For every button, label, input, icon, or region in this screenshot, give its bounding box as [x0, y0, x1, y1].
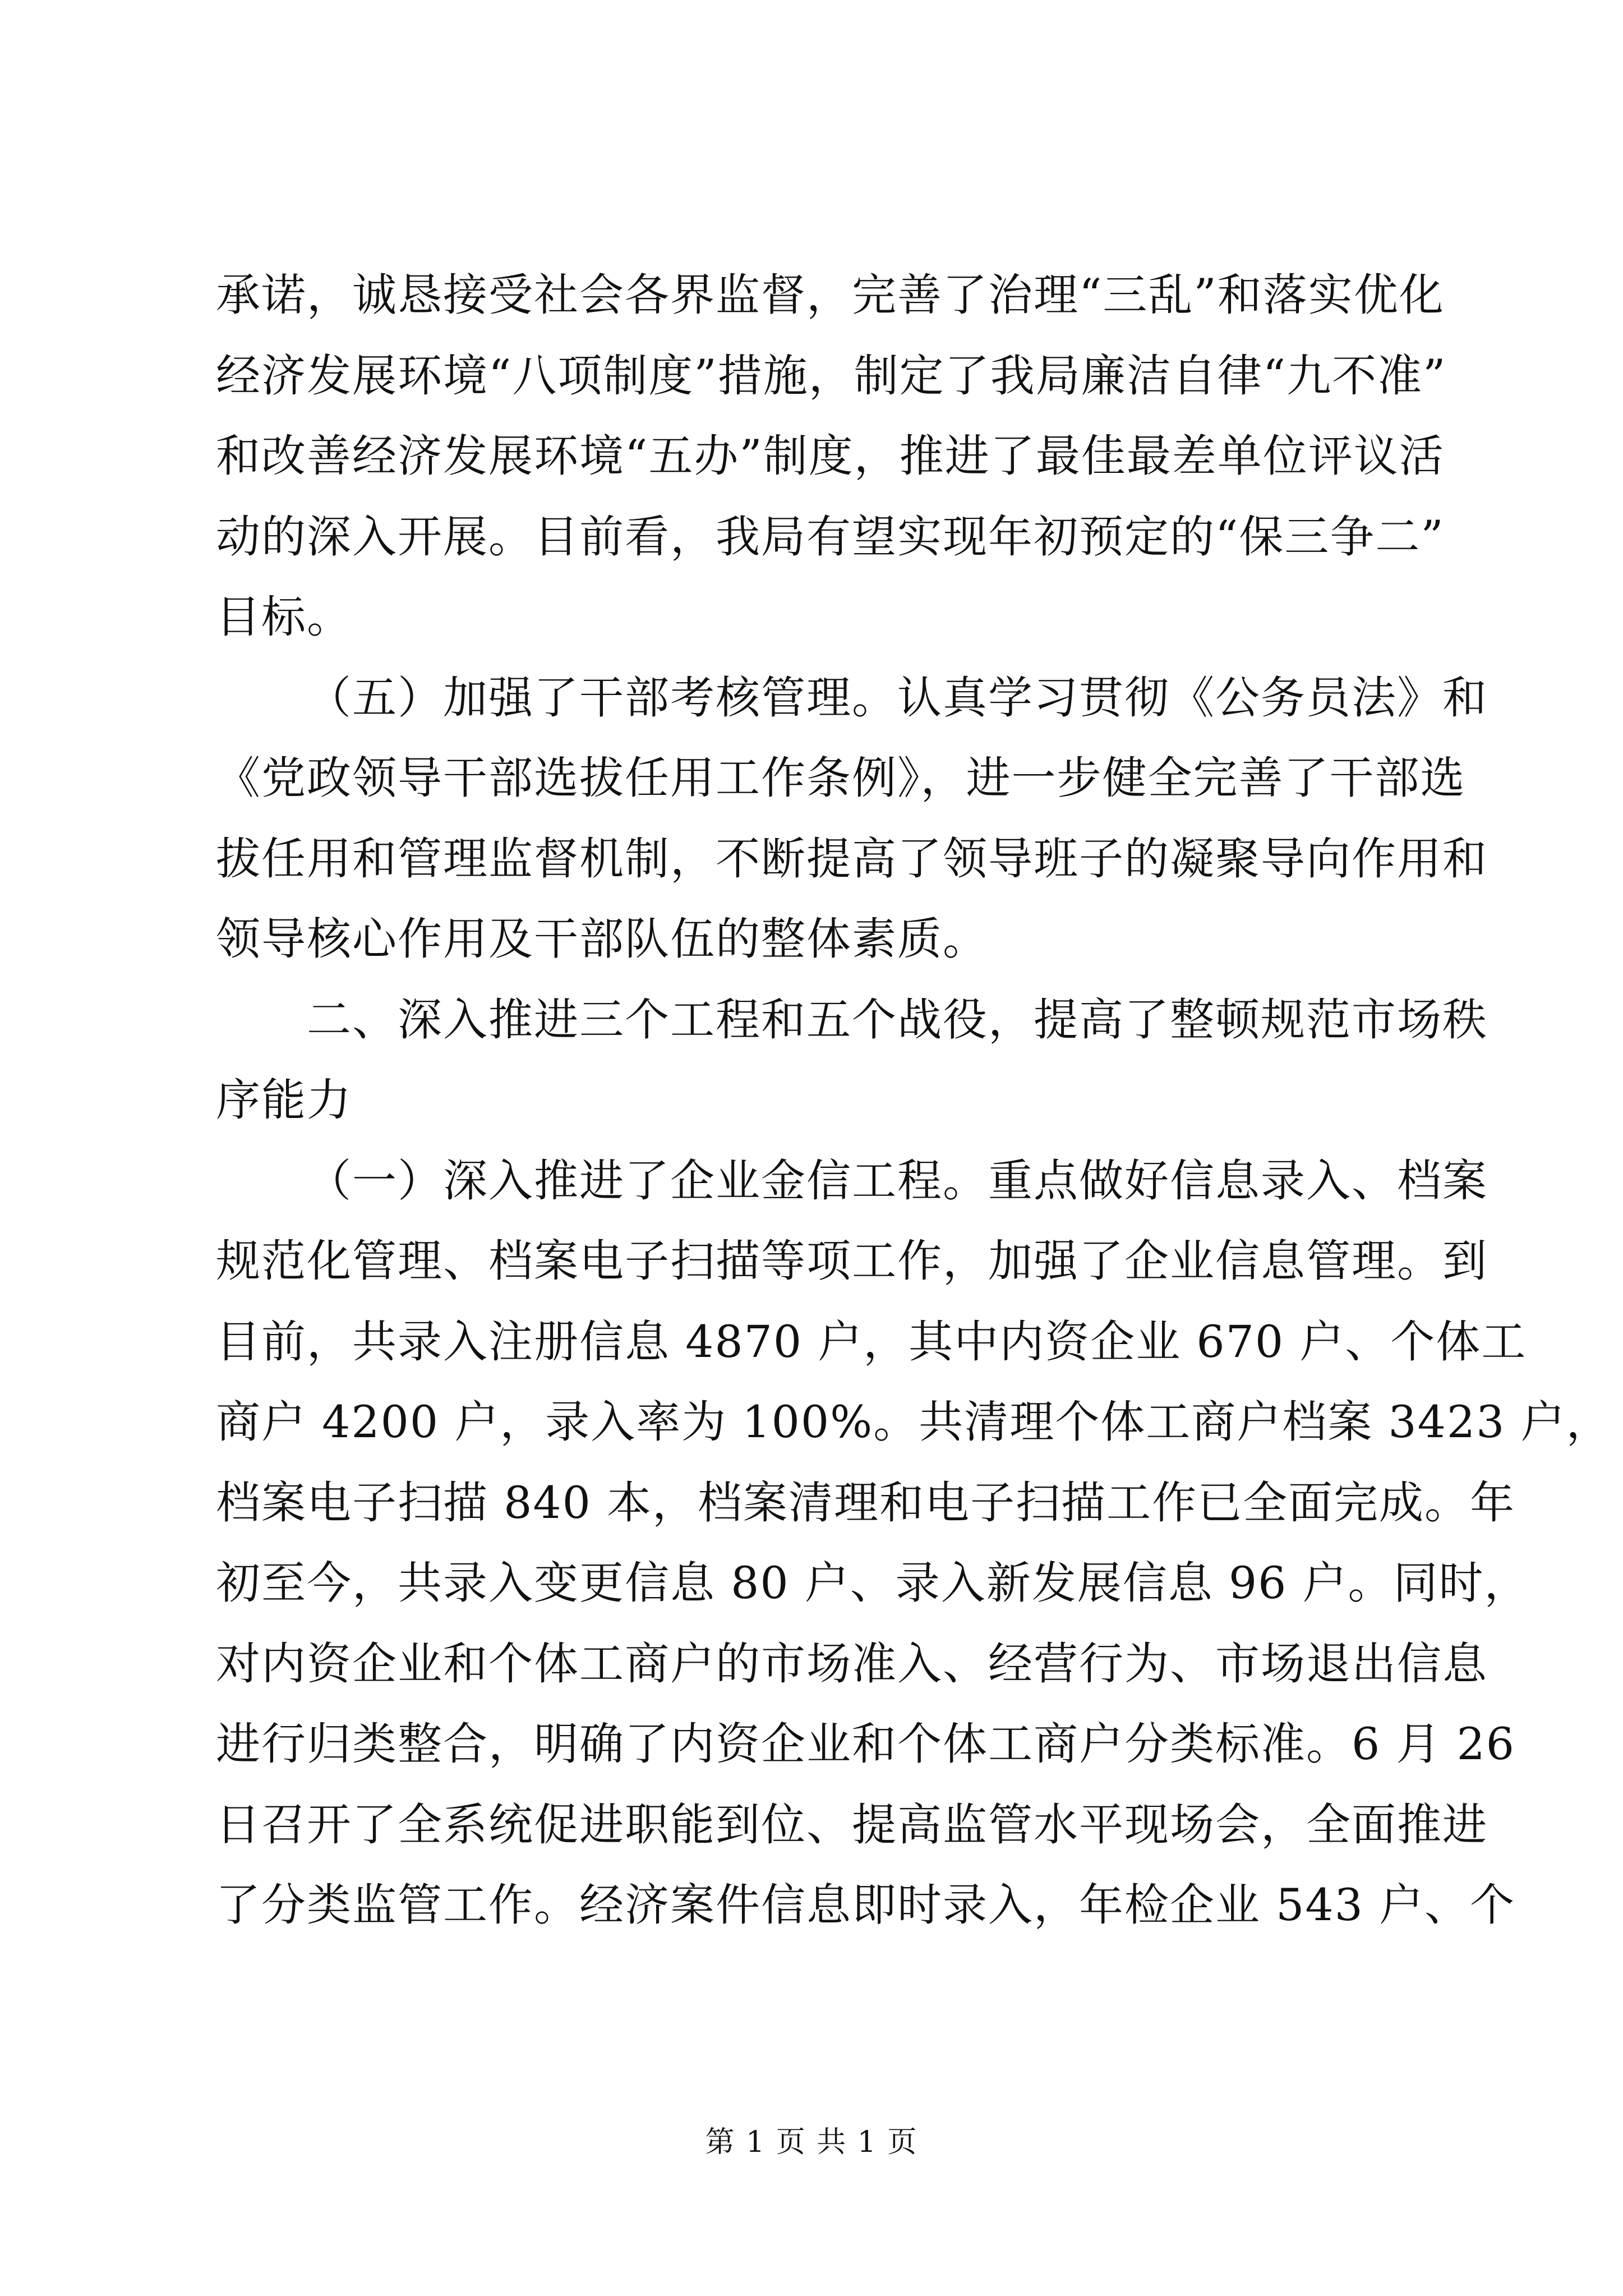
text-line: 二、深入推进三个工程和五个战役，提高了整顿规范市场秩 [307, 993, 1488, 1046]
text-line: 初至今，共录入变更信息 80 户、录入新发展信息 96 户。同时， [216, 1557, 1530, 1609]
document-body [216, 255, 1612, 1946]
text-line: 了分类监管工作。经济案件信息即时录入，年检企业 543 户、个 [216, 1879, 1516, 1931]
text-line: 商户 4200 户，录入率为 100%。共清理个体工商户档案 3423 户， [216, 1396, 1612, 1448]
text-line: 目标。 [216, 591, 352, 643]
text-line: （一）深入推进了企业金信工程。重点做好信息录入、档案 [307, 1154, 1488, 1207]
text-line: 拔任用和管理监督机制，不断提高了领导班子的凝聚导向作用和 [216, 832, 1488, 885]
text-line: 对内资企业和个体工商户的市场准入、经营行为、市场退出信息 [216, 1637, 1488, 1690]
text-line: 档案电子扫描 840 本，档案清理和电子扫描工作已全面完成。年 [216, 1476, 1516, 1529]
text-line: 进行归类整合，明确了内资企业和个体工商户分类标准。6 月 26 [216, 1718, 1516, 1770]
text-line: 日召开了全系统促进职能到位、提高监管水平现场会，全面推进 [216, 1798, 1488, 1851]
text-line: 规范化管理、档案电子扫描等项工作，加强了企业信息管理。到 [216, 1235, 1488, 1287]
text-line: 序能力 [216, 1074, 352, 1126]
page-footer: 第 1 页 共 1 页 [705, 2125, 918, 2159]
text-line: 《党政领导干部选拔任用工作条例》，进一步健全完善了干部选 [216, 752, 1466, 804]
text-line: 领导核心作用及干部队伍的整体素质。 [216, 913, 988, 965]
text-line: 和改善经济发展环境“五办”制度，推进了最佳最差单位评议活 [216, 430, 1445, 482]
text-line: 承诺，诚恳接受社会各界监督，完善了治理“三乱”和落实优化 [216, 269, 1445, 321]
text-line: 目前，共录入注册信息 4870 户，其中内资企业 670 户、个体工 [216, 1315, 1527, 1368]
text-line: （五）加强了干部考核管理。认真学习贯彻《公务员法》和 [307, 671, 1488, 724]
text-line: 动的深入开展。目前看，我局有望实现年初预定的“保三争二” [216, 510, 1445, 563]
text-line: 经济发展环境“八项制度”措施，制定了我局廉洁自律“九不准” [216, 349, 1447, 402]
